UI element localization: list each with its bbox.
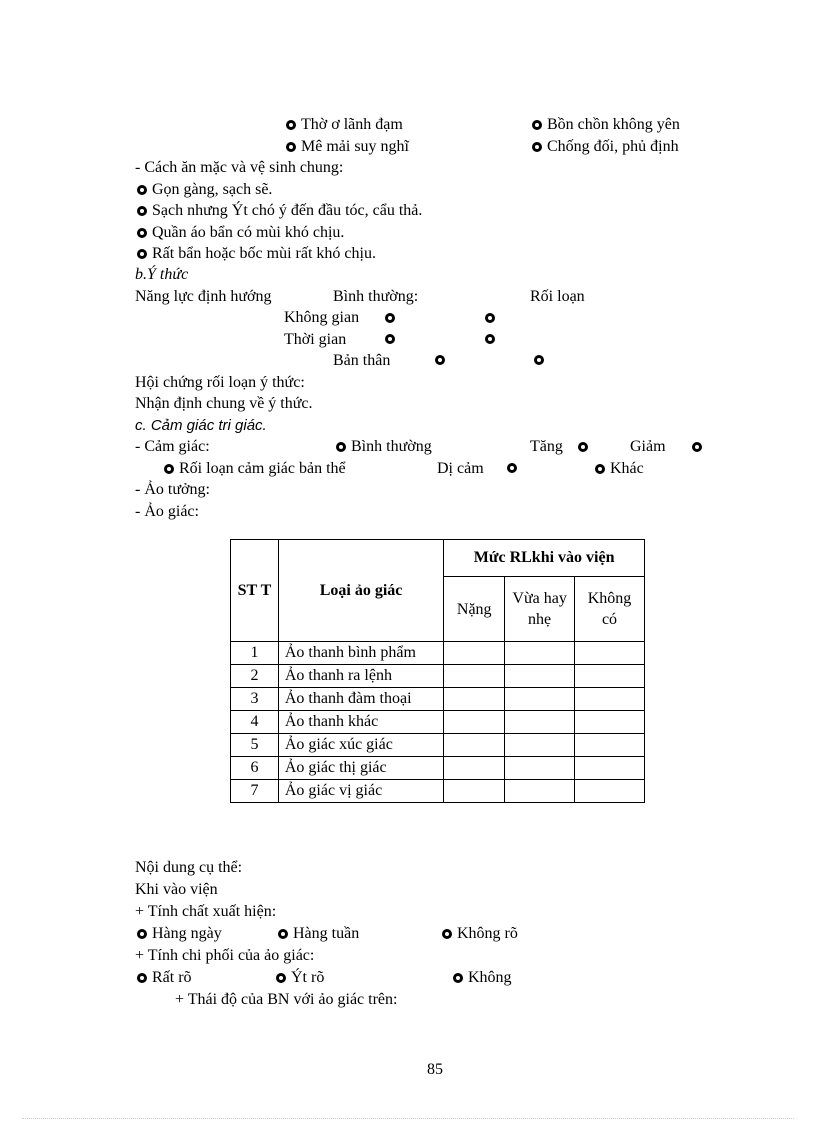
bullet-circle-icon <box>286 120 296 130</box>
dress-option-3: Quần áo bẩn có mùi khó chịu. <box>137 223 344 243</box>
dress-heading: - Cách ăn mặc và vệ sinh chung: <box>135 159 344 176</box>
row-number: 7 <box>231 780 279 803</box>
row-severe-cell <box>444 665 505 688</box>
mood-option-apathy: Thờ ơ lãnh đạm <box>286 115 403 135</box>
row-severe-cell <box>444 688 505 711</box>
radio-circle-icon <box>385 313 395 323</box>
bullet-circle-icon <box>164 464 174 474</box>
table-row <box>231 688 645 711</box>
orientation-space: Không gian <box>284 309 360 326</box>
row-mild-cell <box>505 734 575 757</box>
perception-heading: c. Cảm giác tri giác. <box>135 417 267 434</box>
bullet-circle-icon <box>278 929 288 939</box>
consciousness-heading: b.Ý thức <box>135 266 189 283</box>
row-hallucination-type: Ảo thanh khác <box>278 711 443 734</box>
hallucination-label: - Ảo giác: <box>135 503 199 520</box>
row-severe-cell <box>444 757 505 780</box>
nature-daily: Hàng ngày <box>137 924 222 944</box>
row-number: 4 <box>231 711 279 734</box>
bullet-circle-icon <box>137 929 147 939</box>
attitude-label: + Thái độ của BN với ảo giác trên: <box>175 991 398 1008</box>
dress-option-4: Rất bẩn hoặc bốc mùi rất khó chịu. <box>137 244 376 264</box>
orientation-time: Thời gian <box>284 331 347 348</box>
table-row <box>231 780 645 803</box>
table-row <box>231 734 645 757</box>
row-none-cell <box>575 711 645 734</box>
radio-circle-icon <box>534 355 544 365</box>
radio-circle-icon <box>385 334 395 344</box>
row-mild-cell <box>505 711 575 734</box>
row-mild-cell <box>505 665 575 688</box>
hallucination-table <box>230 539 645 803</box>
control-less-clear: Ýt rõ <box>276 968 324 988</box>
table-header-row <box>231 540 645 577</box>
row-number: 3 <box>231 688 279 711</box>
dress-option-2: Sạch nhưng Ýt chó ý đến đầu tóc, cẩu thả. <box>137 201 422 221</box>
row-number: 2 <box>231 665 279 688</box>
orientation-self: Bản thân <box>333 352 391 369</box>
sensation-other: Khác <box>595 459 644 479</box>
sensation-normal: Bình thường <box>336 437 432 457</box>
nature-weekly: Hàng tuần <box>278 924 359 944</box>
content-label: Nội dung cụ thể: <box>135 859 243 876</box>
col-none-header: Không có <box>575 577 645 642</box>
sensation-decrease: Giảm <box>630 438 666 455</box>
control-label: + Tính chi phối của ảo giác: <box>135 947 315 964</box>
row-hallucination-type: Ảo giác xúc giác <box>278 734 443 757</box>
consciousness-assessment: Nhận định chung về ý thức. <box>135 395 313 412</box>
bullet-circle-icon <box>137 228 147 238</box>
control-no: Không <box>453 968 512 988</box>
bullet-circle-icon <box>532 142 542 152</box>
row-none-cell <box>575 642 645 665</box>
sensation-paresthesia: Dị cảm <box>437 460 484 477</box>
table-row <box>231 665 645 688</box>
bullet-circle-icon <box>453 973 463 983</box>
col-type-header: Loại ảo giác <box>278 540 443 642</box>
bullet-circle-icon <box>336 442 346 452</box>
bullet-circle-icon <box>595 464 605 474</box>
admission-label: Khi vào viện <box>135 881 218 898</box>
row-severe-cell <box>444 711 505 734</box>
bullet-circle-icon <box>137 185 147 195</box>
col-group-header: Mức RLkhi vào viện <box>444 540 645 577</box>
row-severe-cell <box>444 642 505 665</box>
row-severe-cell <box>444 734 505 757</box>
row-hallucination-type: Ảo giác thị giác <box>278 757 443 780</box>
table-row <box>231 757 645 780</box>
mood-option-resistant: Chống đối, phủ định <box>532 137 679 157</box>
control-very-clear: Rất rõ <box>137 968 192 988</box>
col-severe-header: Nặng <box>444 577 505 642</box>
bullet-circle-icon <box>286 142 296 152</box>
illusion-label: - Ảo tưởng: <box>135 481 210 498</box>
row-none-cell <box>575 734 645 757</box>
row-none-cell <box>575 688 645 711</box>
row-none-cell <box>575 665 645 688</box>
row-hallucination-type: Ảo thanh đàm thoại <box>278 688 443 711</box>
row-mild-cell <box>505 642 575 665</box>
nature-label: + Tính chất xuất hiện: <box>135 903 277 920</box>
radio-circle-icon <box>507 463 517 473</box>
mood-option-restless: Bồn chồn không yên <box>532 115 680 135</box>
row-number: 6 <box>231 757 279 780</box>
orientation-label: Năng lực định hướng <box>135 288 272 305</box>
row-mild-cell <box>505 780 575 803</box>
disorder-label: Rối loạn <box>530 288 585 305</box>
row-number: 5 <box>231 734 279 757</box>
row-none-cell <box>575 780 645 803</box>
normal-label: Bình thường: <box>333 288 419 305</box>
row-severe-cell <box>444 780 505 803</box>
bullet-circle-icon <box>532 120 542 130</box>
radio-circle-icon <box>435 355 445 365</box>
row-hallucination-type: Ảo giác vị giác <box>278 780 443 803</box>
row-hallucination-type: Ảo thanh bình phẩm <box>278 642 443 665</box>
page-number: 85 <box>427 1061 443 1078</box>
page-bottom-divider <box>22 1118 794 1119</box>
mood-option-absorbed: Mê mải suy nghĩ <box>286 137 409 157</box>
radio-circle-icon <box>692 442 702 452</box>
row-mild-cell <box>505 688 575 711</box>
table-row <box>231 642 645 665</box>
row-none-cell <box>575 757 645 780</box>
radio-circle-icon <box>578 442 588 452</box>
row-mild-cell <box>505 757 575 780</box>
row-hallucination-type: Ảo thanh ra lệnh <box>278 665 443 688</box>
consciousness-syndrome: Hội chứng rối loạn ý thức: <box>135 374 305 391</box>
bullet-circle-icon <box>276 973 286 983</box>
radio-circle-icon <box>485 334 495 344</box>
sensation-body-disorder: Rối loạn cảm giác bản thể <box>164 459 346 479</box>
table-row <box>231 711 645 734</box>
radio-circle-icon <box>485 313 495 323</box>
row-number: 1 <box>231 642 279 665</box>
bullet-circle-icon <box>137 206 147 216</box>
dress-option-1: Gọn gàng, sạch sẽ. <box>137 180 272 200</box>
bullet-circle-icon <box>137 973 147 983</box>
sensation-increase: Tăng <box>530 438 563 455</box>
bullet-circle-icon <box>442 929 452 939</box>
bullet-circle-icon <box>137 249 147 259</box>
col-mild-header: Vừa hay nhẹ <box>505 577 575 642</box>
col-stt-header: ST T <box>231 540 279 642</box>
nature-unclear: Không rõ <box>442 924 518 944</box>
sensation-label: - Cảm giác: <box>135 438 210 455</box>
